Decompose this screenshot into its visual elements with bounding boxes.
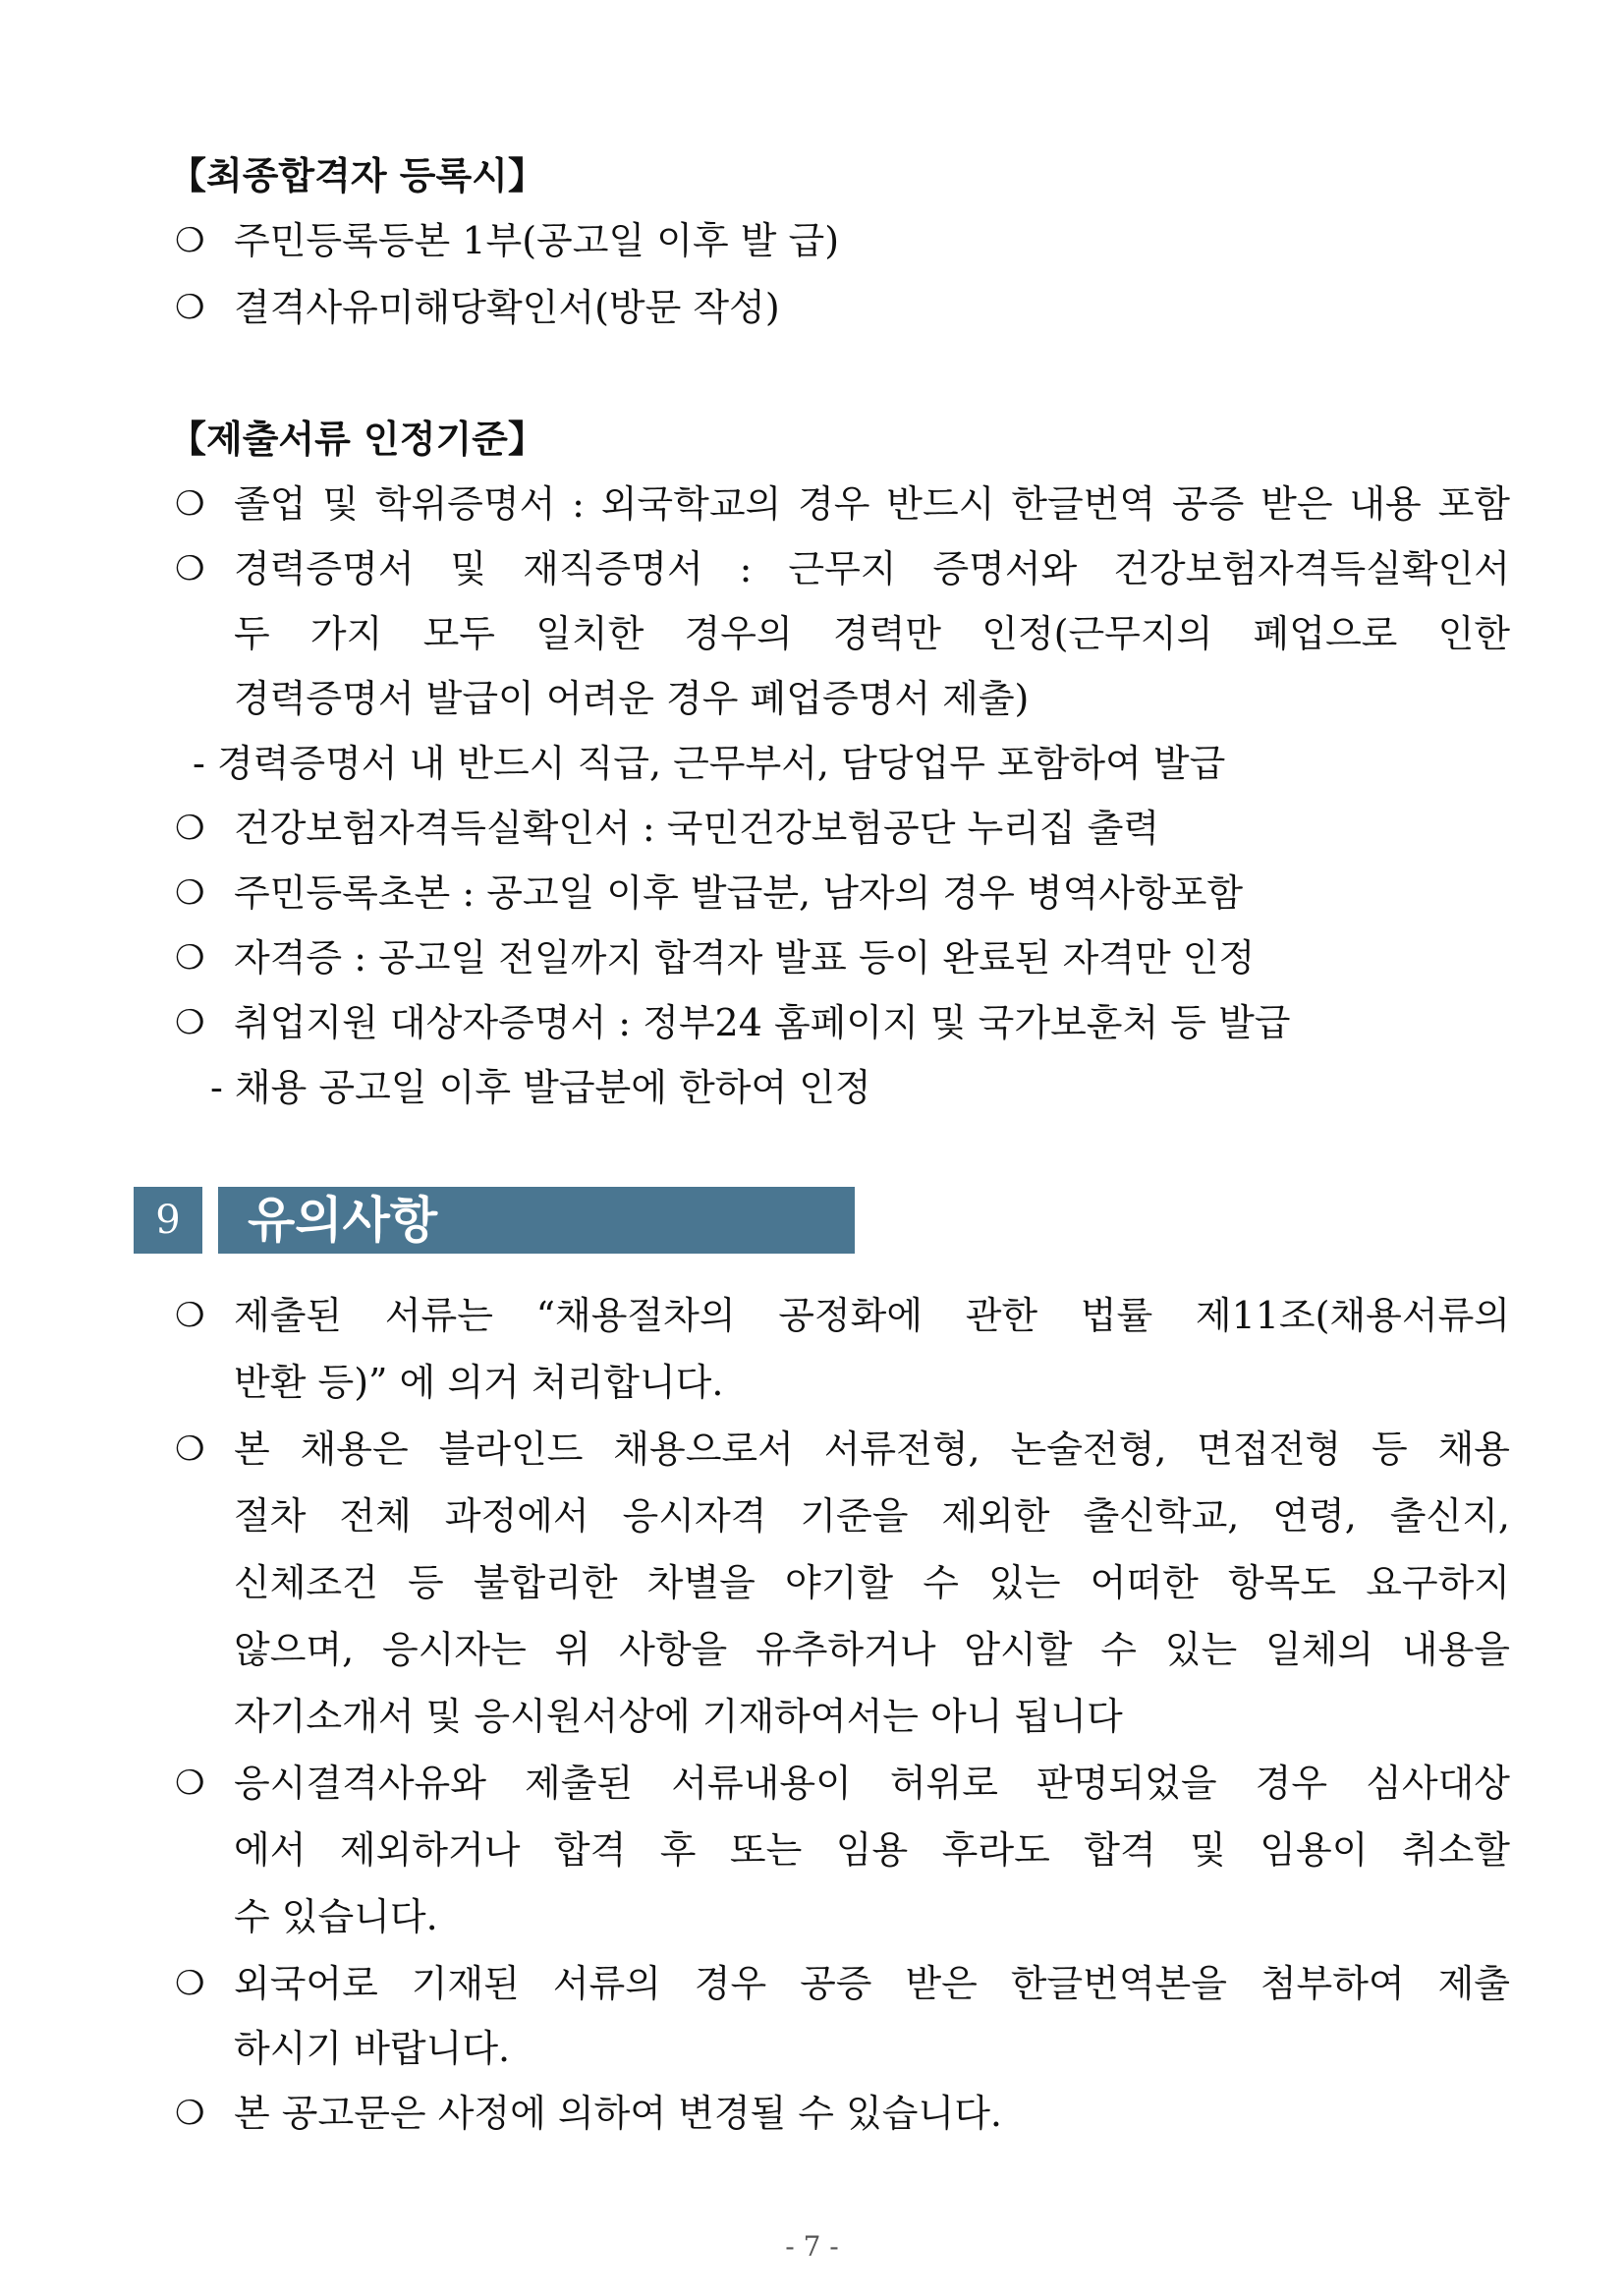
list-item-continuation: 반환 등)” 에 의거 처리합니다. xyxy=(234,1361,724,1404)
list-item-text: 응시결격사유와 제출된 서류내용이 허위로 판명되었을 경우 심사대상 xyxy=(234,1762,1510,1805)
list-item-continuation: 자기소개서 및 응시원서상에 기재하여서는 아니 됩니다 xyxy=(234,1695,1123,1738)
circle-bullet-icon: ❍ xyxy=(175,1003,205,1042)
list-item xyxy=(0,796,1624,861)
list-item xyxy=(0,1751,1624,1816)
document-criteria-heading: 【제출서류 인정기준】 xyxy=(169,418,545,461)
list-item-continuation: 않으며, 응시자는 위 사항을 유추하거나 암시할 수 있는 일체의 내용을 xyxy=(234,1628,1510,1671)
list-item xyxy=(0,925,1624,990)
list-item-text: 경력증명서 및 재직증명서 : 근무지 증명서와 건강보험자격득실확인서 xyxy=(234,547,1510,590)
list-item xyxy=(0,472,1624,536)
list-item xyxy=(0,208,1624,273)
list-item-continuation: 절차 전체 과정에서 응시자격 기준을 제외한 출신학교, 연령, 출신지, xyxy=(234,1494,1510,1538)
list-item-text: 주민등록등본 1부(공고일 이후 발 급) xyxy=(234,219,840,262)
list-item-text: 졸업 및 학위증명서 : 외국학교의 경우 반드시 한글번역 공증 받은 내용 포함 xyxy=(234,482,1510,526)
list-item xyxy=(0,990,1624,1055)
list-item xyxy=(0,2081,1624,2146)
list-item-continuation: 수 있습니다. xyxy=(234,1895,438,1938)
list-item xyxy=(0,1283,1624,1348)
list-item-continuation: 두 가지 모두 일치한 경우의 경력만 인정(근무지의 폐업으로 인한 xyxy=(234,612,1510,655)
list-item-text: 자격증 : 공고일 전일까지 합격자 발표 등이 완료된 자격만 인정 xyxy=(234,936,1256,980)
circle-bullet-icon: ❍ xyxy=(175,221,205,260)
list-item-continuation: 에서 제외하거나 합격 후 또는 임용 후라도 합격 및 임용이 취소할 xyxy=(234,1828,1510,1872)
list-item-continuation: 경력증명서 발급이 어려운 경우 폐업증명서 제출) xyxy=(234,677,1030,720)
dash-subitem: - 경력증명서 내 반드시 직급, 근무부서, 담당업무 포함하여 발급 xyxy=(193,742,1226,785)
circle-bullet-icon: ❍ xyxy=(175,809,205,848)
circle-bullet-icon: ❍ xyxy=(175,1964,205,2003)
list-item-text: 취업지원 대상자증명서 : 정부24 홈페이지 및 국가보훈처 등 발급 xyxy=(234,1001,1291,1044)
list-item-text: 주민등록초본 : 공고일 이후 발급분, 남자의 경우 병역사항포함 xyxy=(234,871,1244,915)
circle-bullet-icon: ❍ xyxy=(175,549,205,588)
section-number-badge: 9 xyxy=(134,1187,202,1254)
circle-bullet-icon: ❍ xyxy=(175,1429,205,1469)
list-item-text: 본 공고문은 사정에 의하여 변경될 수 있습니다. xyxy=(234,2092,1003,2135)
list-item-text: 제출된 서류는 “채용절차의 공정화에 관한 법률 제11조(채용서류의 xyxy=(234,1294,1510,1337)
list-item-text: 외국어로 기재된 서류의 경우 공증 받은 한글번역본을 첨부하여 제출 xyxy=(234,1962,1510,2005)
list-item-text: 건강보험자격득실확인서 : 국민건강보험공단 누리집 출력 xyxy=(234,807,1160,850)
list-item xyxy=(0,275,1624,340)
page-number: - 7 - xyxy=(785,2230,839,2263)
circle-bullet-icon: ❍ xyxy=(175,484,205,524)
list-item xyxy=(0,1951,1624,2016)
circle-bullet-icon: ❍ xyxy=(175,1764,205,1803)
list-item-continuation: 신체조건 등 불합리한 차별을 야기할 수 있는 어떠한 항목도 요구하지 xyxy=(234,1561,1510,1604)
dash-subitem: - 채용 공고일 이후 발급분에 한하여 인정 xyxy=(210,1066,871,1109)
circle-bullet-icon: ❍ xyxy=(175,288,205,327)
list-item xyxy=(0,536,1624,601)
final-registration-heading: 【최종합격자 등록시】 xyxy=(169,154,545,197)
list-item-text: 본 채용은 블라인드 채용으로서 서류전형, 논술전형, 면접전형 등 채용 xyxy=(234,1428,1510,1471)
list-item-text: 결격사유미해당확인서(방문 작성) xyxy=(234,286,780,329)
list-item xyxy=(0,861,1624,925)
circle-bullet-icon: ❍ xyxy=(175,873,205,913)
list-item xyxy=(0,1417,1624,1482)
list-item-continuation: 하시기 바랍니다. xyxy=(234,2027,511,2070)
section-title-bar: 유의사항 xyxy=(218,1187,855,1254)
circle-bullet-icon: ❍ xyxy=(175,2094,205,2133)
circle-bullet-icon: ❍ xyxy=(175,938,205,978)
circle-bullet-icon: ❍ xyxy=(175,1296,205,1335)
